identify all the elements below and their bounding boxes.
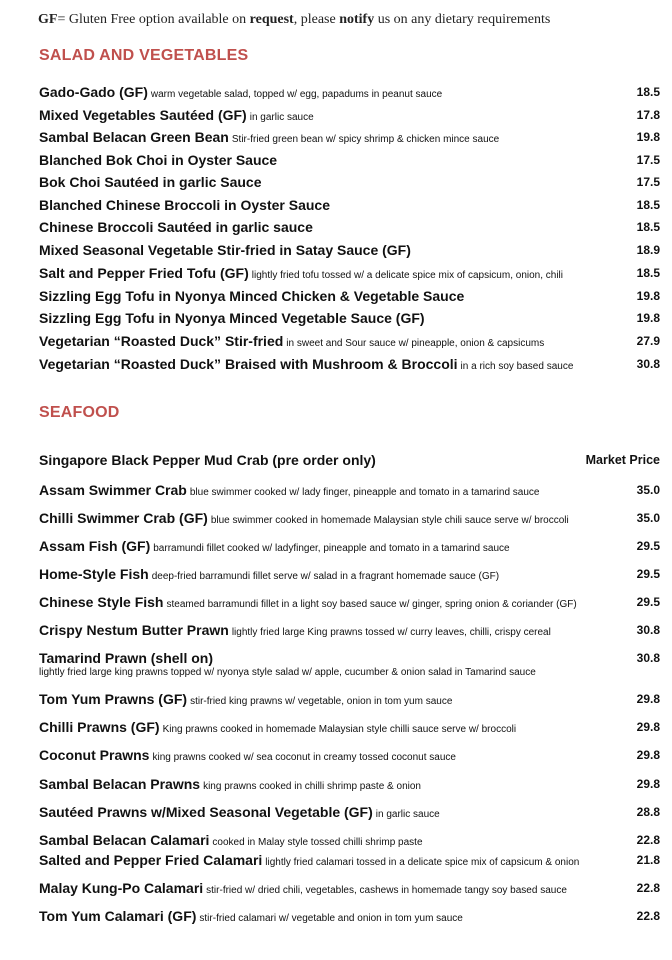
item-name: Sizzling Egg Tofu in Nyonya Minced Vegetable Sauce (GF) [39,310,425,326]
item-name: Tom Yum Calamari (GF) [39,908,197,924]
item-name: Sambal Belacan Prawns [39,776,201,792]
item-price: 22.8 [636,909,660,923]
dietary-note [38,12,658,28]
menu-item-text [39,565,614,586]
item-name: Gado-Gado (GF) [39,84,148,100]
menu-item [39,218,660,238]
item-name: Sambal Belacan Green Bean [39,129,229,145]
item-price: 21.8 [636,853,660,867]
item-name: Sizzling Egg Tofu in Nyonya Minced Chicken & Vegetable Sauce [39,288,465,304]
menu-item-text [39,621,614,642]
item-description: King prawns cooked in homemade Malaysian style chilli sauce serve w/ broccoli [162,724,517,735]
item-price: 29.5 [636,595,660,609]
menu-item-text [39,746,614,767]
menu-item [39,264,660,284]
item-price: 30.8 [636,623,660,637]
item-description: lightly fried large king prawns topped w/ nyonya style salad w/ apple, cucumber & onion salad in Tamarind sauce [39,667,536,678]
item-description: barramundi fillet cooked w/ ladyfinger, pineapple and tomato in a tamarind sauce [153,543,510,554]
item-description: warm vegetable salad, topped w/ egg, papadums in peanut sauce [150,89,443,100]
item-price: 22.8 [636,833,660,847]
item-price: 27.9 [636,334,660,348]
item-name: Salted and Pepper Fried Calamari [39,852,263,868]
item-name: Home-Style Fish [39,566,149,582]
item-description: in sweet and Sour sauce w/ pineapple, onion & capsicums [286,338,545,349]
item-name: Vegetarian “Roasted Duck” Stir-fried [39,333,284,349]
menu-item-text [39,481,614,502]
item-price: 19.8 [636,289,660,303]
menu-item-text [39,196,614,214]
item-price: 17.5 [636,153,660,167]
item-price: 30.8 [636,357,660,371]
menu-item [39,83,660,103]
menu-item-text [39,128,614,149]
item-description: deep-fried barramundi fillet serve w/ salad in a fragrant homemade sauce (GF) [151,571,500,582]
menu-item-text [39,509,614,530]
menu-item-text [39,537,614,558]
item-description: Stir-fried green bean w/ spicy shrimp & chicken mince sauce [231,134,500,145]
item-name: Chinese Style Fish [39,594,164,610]
item-name: Sambal Belacan Calamari [39,832,210,848]
menu-item [39,803,660,823]
note-notify: notify [339,12,375,27]
item-name: Singapore Black Pepper Mud Crab (pre order only) [39,452,376,468]
menu-item [39,775,660,795]
menu-item-text [39,690,614,711]
item-price: 29.5 [636,567,660,581]
item-price: 30.8 [636,651,660,665]
item-price: Market Price [585,453,660,467]
menu-item [39,355,660,375]
item-price: 29.8 [636,777,660,791]
menu-item [39,287,660,307]
menu-item-text [39,593,614,614]
menu-item [39,128,660,148]
item-description: stir-fried calamari w/ vegetable and onion in tom yum sauce [199,913,463,924]
item-price: 19.8 [636,130,660,144]
menu-item-text [39,649,614,667]
item-name: Mixed Vegetables Sautéed (GF) [39,107,247,123]
menu-item [39,690,660,710]
item-price: 29.8 [636,692,660,706]
menu-item-text [39,241,614,259]
item-description: in a rich soy based sauce [460,361,574,372]
item-name: Chilli Swimmer Crab (GF) [39,510,208,526]
menu-item [39,565,660,585]
item-price: 35.0 [636,511,660,525]
item-price: 29.8 [636,748,660,762]
item-description: lightly fried calamari tossed in a delicate spice mix of capsicum & onion [265,857,580,868]
menu-item-text [39,879,614,900]
menu-item-text [39,775,614,796]
item-price: 22.8 [636,881,660,895]
menu-item-text [39,907,614,928]
item-name: Coconut Prawns [39,747,150,763]
menu-item [39,593,660,613]
item-price: 17.5 [636,175,660,189]
item-price: 18.5 [636,220,660,234]
menu-item [39,621,660,641]
item-description: king prawns cooked w/ sea coconut in creamy tossed coconut sauce [152,752,456,763]
menu-item [39,196,660,216]
item-name: Bok Choi Sautéed in garlic Sauce [39,174,262,190]
menu-item-text [39,332,614,353]
section-heading: SEAFOOD [39,404,120,421]
item-description: cooked in Malay style tossed chilli shrimp paste [212,837,423,848]
item-description: lightly fried large King prawns tossed w/ curry leaves, chilli, crispy cereal [231,627,551,638]
item-description: blue swimmer cooked in homemade Malaysian style chili sauce serve w/ broccoli [210,515,569,526]
item-name: Crispy Nestum Butter Prawn [39,622,229,638]
menu-item-text [39,218,614,236]
menu-item [39,309,660,329]
menu-item-text [39,851,614,872]
menu-item [39,241,660,261]
item-name: Mixed Seasonal Vegetable Stir-fried in Satay Sauce (GF) [39,242,411,258]
menu-item [39,151,660,171]
menu-item-text [39,803,614,824]
note-text-2: , please [293,12,340,27]
menu-item [39,332,660,352]
menu-item-text [39,287,614,305]
item-description: steamed barramundi fillet in a light soy based sauce w/ ginger, spring onion & coriander (GF) [166,599,577,610]
menu-item [39,173,660,193]
note-text-3: us on any dietary requirements [374,12,551,27]
item-name: Tom Yum Prawns (GF) [39,691,188,707]
item-name: Assam Fish (GF) [39,538,151,554]
menu-item [39,106,660,126]
menu-item-text [39,151,614,169]
item-description: stir-fried king prawns w/ vegetable, onion in tom yum sauce [190,696,453,707]
menu-item [39,879,660,899]
item-price: 19.8 [636,311,660,325]
item-name: Chilli Prawns (GF) [39,719,160,735]
item-price: 35.0 [636,483,660,497]
menu-item-text [39,831,614,852]
item-description: in garlic sauce [375,809,440,820]
item-name: Salt and Pepper Fried Tofu (GF) [39,265,249,281]
menu-item-text [39,309,614,327]
note-text-1: = Gluten Free option available on [57,12,250,27]
item-name: Vegetarian “Roasted Duck” Braised with Mushroom & Broccoli [39,356,458,372]
item-name: Malay Kung-Po Calamari [39,880,204,896]
item-price: 29.5 [636,539,660,553]
gf-label: GF [38,12,58,27]
item-name: Blanched Chinese Broccoli in Oyster Sauce [39,197,330,213]
item-price: 18.5 [636,85,660,99]
item-name: Assam Swimmer Crab [39,482,187,498]
item-description: lightly fried tofu tossed w/ a delicate spice mix of capsicum, onion, chili [251,270,564,281]
menu-item [39,718,660,738]
item-price: 18.5 [636,198,660,212]
menu-item [39,746,660,766]
menu-item-text [39,83,614,104]
menu-item [39,851,660,871]
menu-item [39,907,660,927]
menu-item-text [39,264,614,285]
menu-item-text [39,106,614,127]
menu-item-text [39,451,614,469]
item-name: Sautéed Prawns w/Mixed Seasonal Vegetable (GF) [39,804,373,820]
menu-item-text [39,718,614,739]
item-description: in garlic sauce [249,112,314,123]
menu-item [39,831,660,851]
item-name: Tamarind Prawn (shell on) [39,650,213,666]
item-name: Chinese Broccoli Sautéed in garlic sauce [39,219,313,235]
item-price: 18.9 [636,243,660,257]
section-heading: SALAD AND VEGETABLES [39,47,249,64]
note-request: request [249,12,294,27]
menu-item-text [39,355,614,376]
menu-item-text [39,173,614,191]
item-price: 28.8 [636,805,660,819]
item-description: stir-fried w/ dried chili, vegetables, cashews in homemade tangy soy based sauce [206,885,567,896]
item-description: blue swimmer cooked w/ lady finger, pineapple and tomato in a tamarind sauce [189,487,540,498]
menu-item [39,509,660,529]
menu-item [39,481,660,501]
menu-item [39,451,660,471]
item-name: Blanched Bok Choi in Oyster Sauce [39,152,278,168]
item-description: king prawns cooked in chilli shrimp paste & onion [203,781,421,792]
item-price: 17.8 [636,108,660,122]
item-price: 18.5 [636,266,660,280]
menu-item [39,537,660,557]
menu-item [39,649,660,678]
item-price: 29.8 [636,720,660,734]
